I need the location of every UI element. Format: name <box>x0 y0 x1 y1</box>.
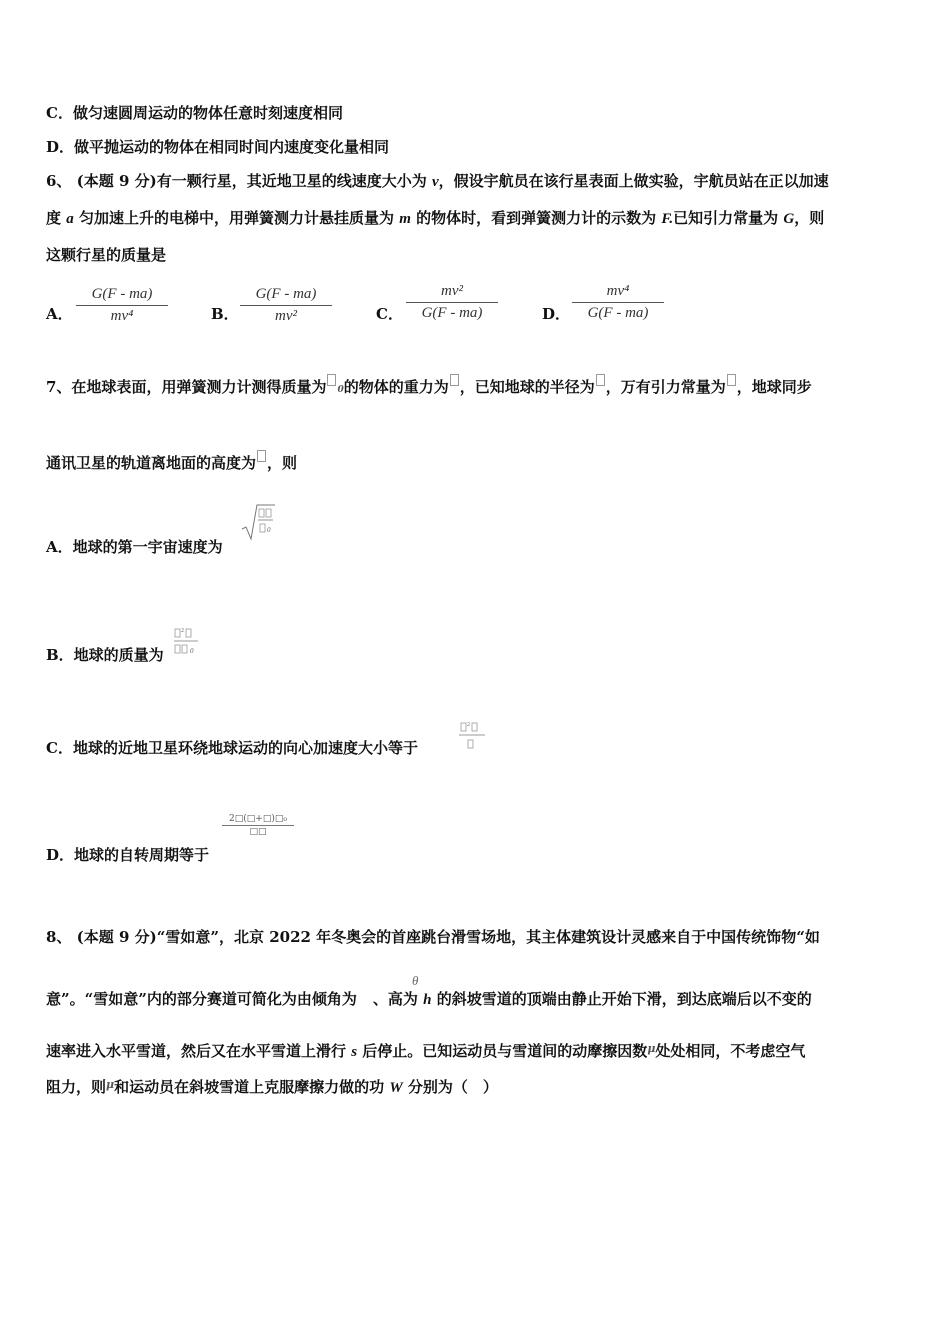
q7-option-a: A．地球的第一宇宙速度为 <box>46 538 223 556</box>
q8-line-2: 意”。“雪如意”内的部分赛道可简化为由倾角为 、高为 h 的斜坡雪道的顶端由静止开始下滑，到达底端后以不变的 <box>46 990 812 1008</box>
q5-option-d: D．做平抛运动的物体在相同时间内速度变化量相同 <box>46 138 390 156</box>
missing-symbol-icon <box>257 450 266 462</box>
q8-line-4: 阻力，则$^\mu$和运动员在斜坡雪道上克服摩擦力做的功 W 分别为（ ） <box>46 1078 498 1096</box>
var-v: v <box>431 174 439 190</box>
theta-symbol: θ <box>412 973 419 988</box>
missing-symbol-icon <box>596 374 605 386</box>
svg-text:2: 2 <box>467 722 470 728</box>
q5-option-c: C．做匀速圆周运动的物体任意时刻速度相同 <box>46 104 343 122</box>
q6-line-2: 度 a 匀加速上升的电梯中，用弹簧测力计悬挂质量为 m 的物体时，看到弹簧测力计的示数为 F.已知引力常量为 G，则 <box>46 209 825 227</box>
q6-option-c-fraction: $\frac{\text{mv²}}{G(F - ma)}$ <box>406 283 498 322</box>
acceleration-formula-icon <box>458 720 488 754</box>
q6-option-d-label: D． <box>542 305 571 323</box>
svg-text:0: 0 <box>190 647 194 655</box>
q6-option-a-fraction: $\frac{G(F - ma)}{\text{mv⁴}}$ <box>76 286 168 325</box>
missing-symbol-icon <box>327 374 336 386</box>
q6-line-3: 这颗行星的质量是 <box>46 246 167 264</box>
mu-symbol: μ <box>647 1042 656 1055</box>
q7-line-1: 7、在地球表面，用弹簧测力计测得质量为 0的物体的重力为 ，已知地球的半径为 ，万有引力常量为 ，地球同步 <box>46 374 812 400</box>
q7-option-b: B．地球的质量为 <box>46 646 164 664</box>
sqrt-formula-icon <box>240 503 276 541</box>
q6-option-b-label: B． <box>211 305 239 323</box>
q7-option-c: C．地球的近地卫星环绕地球运动的向心加速度大小等于 <box>46 739 418 757</box>
q6-option-d-fraction: $\frac{\text{mv⁴}}{G(F - ma)}$ <box>572 283 664 322</box>
q7-option-d: D．地球的自转周期等于 <box>46 846 210 864</box>
q6-line-1: 6、 (本题 9 分)有一颗行星，其近地卫星的线速度大小为 v，假设宇航员在该行星表面上做实验，宇航员站在正以加速 <box>46 172 829 190</box>
missing-symbol-icon <box>727 374 736 386</box>
svg-text:0: 0 <box>267 526 271 534</box>
q6-option-b-fraction: $\frac{G(F - ma)}{\text{mv²}}$ <box>240 286 332 325</box>
period-formula: 2□(□+□)□₀ □□ <box>222 814 294 837</box>
q8-line-3: 速率进入水平雪道，然后又在水平雪道上滑行 s 后停止。已知运动员与雪道间的动摩擦因数$^\mu$处处相同，不考虑空气 <box>46 1042 806 1060</box>
q6-option-a-label: A． <box>46 305 73 323</box>
q6-option-c-label: C． <box>376 305 403 323</box>
q7-line-2: 通讯卫星的轨道离地面的高度为 ，则 <box>46 450 297 473</box>
missing-symbol-icon <box>450 374 459 386</box>
mass-formula-icon <box>173 626 201 660</box>
q8-line-1: 8、 (本题 9 分)“雪如意”，北京 2022 年冬奥会的首座跳台滑雪场地，其主体建筑设计灵感来自于中国传统饰物“如 <box>46 928 820 946</box>
mu-symbol: μ <box>106 1078 115 1091</box>
svg-text:2: 2 <box>181 628 184 634</box>
